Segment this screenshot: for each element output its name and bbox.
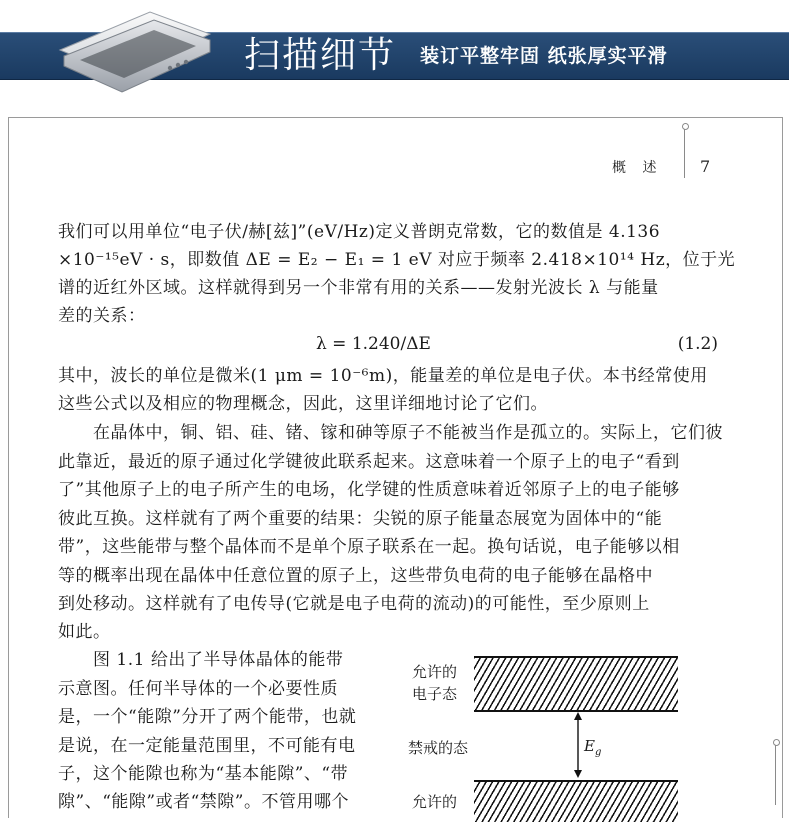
text-line: 等的概率出现在晶体中任意位置的原子上，这些带负电荷的电子能够在晶格中 bbox=[58, 566, 653, 586]
banner-title: 扫描细节 bbox=[244, 35, 397, 76]
column-text-line: 隙”、“能隙”或者“禁隙”。不管用哪个 bbox=[58, 792, 349, 812]
running-head: 概 述 bbox=[612, 160, 663, 176]
energy-gap-label bbox=[584, 736, 601, 763]
conduction-band bbox=[474, 656, 678, 712]
text-line: ×10⁻¹⁵eV · s，即数值 ΔE = E₂ − E₁ = 1 eV 对应于频率 2.418×10¹⁴ Hz，位于光 bbox=[58, 250, 736, 270]
column-text-line: 子，这个能隙也称为“基本能隙”、“带 bbox=[58, 764, 349, 784]
text-line: 此靠近，最近的原子通过化学键彼此联系起来。这意味着一个原子上的电子“看到 bbox=[58, 452, 680, 472]
column-text-line: 图 1.1 给出了半导体晶体的能带 bbox=[58, 650, 344, 670]
equation-number: (1.2) bbox=[677, 334, 718, 354]
scan-detail-banner bbox=[0, 0, 789, 110]
text-line: 带”，这些能带与整个晶体而不是单个原子联系在一起。换句话说，电子能够以相 bbox=[58, 537, 680, 557]
text-line: 我们可以用单位“电子伏/赫[兹]”(eV/Hz)定义普朗克常数，它的数值是 4.136 bbox=[58, 222, 661, 242]
valence-band bbox=[474, 780, 678, 822]
text-line: 如此。 bbox=[58, 622, 111, 642]
lower-band-label: 允许的 bbox=[412, 793, 458, 811]
text-line: 这些公式以及相应的物理概念，因此，这里详细地讨论了它们。 bbox=[58, 394, 548, 414]
forbidden-states-label: 禁戒的态 bbox=[408, 739, 469, 757]
column-text-line: 示意图。任何半导体的一个必要性质 bbox=[58, 679, 338, 699]
text-line: 差的关系： bbox=[58, 306, 146, 326]
column-text-line: 是说，在一定能量范围里，不可能有电 bbox=[58, 736, 356, 756]
scanner-icon bbox=[50, 6, 220, 106]
page-pin-bottom-right bbox=[775, 742, 776, 805]
text-line: 谱的近红外区域。这样就得到另一个非常有用的关系——发射光波长 λ 与能量 bbox=[58, 278, 659, 298]
column-text-line: 是，一个“能隙”分开了两个能带，也就 bbox=[58, 707, 357, 727]
energy-gap-symbol: E bbox=[584, 737, 595, 755]
upper-band-label-line2: 电子态 bbox=[412, 685, 458, 703]
upper-band-label: 允许的 bbox=[412, 663, 458, 681]
equation-body: λ = 1.240/ΔE bbox=[316, 334, 431, 354]
text-line: 了”其他原子上的电子所产生的电场，化学键的性质意味着近邻原子上的电子能够 bbox=[58, 480, 680, 500]
page-number: 7 bbox=[700, 157, 711, 176]
equation-row bbox=[58, 334, 718, 360]
energy-gap-subscript: g bbox=[594, 747, 602, 758]
page-pin-top-right bbox=[684, 126, 685, 178]
banner-subtitle: 装订平整牢固 纸张厚实平滑 bbox=[420, 45, 668, 67]
text-line: 到处移动。这样就有了电传导(它就是电子电荷的流动)的可能性，至少原则上 bbox=[58, 594, 650, 614]
text-line: 其中，波长的单位是微米(1 μm = 10⁻⁶m)，能量差的单位是电子伏。本书经常使用 bbox=[58, 366, 708, 386]
text-line: 彼此互换。这样就有了两个重要的结果：尖锐的原子能量态展宽为固体中的“能 bbox=[58, 509, 663, 529]
text-line: 在晶体中，铜、铝、硅、锗、镓和砷等原子不能被当作是孤立的。实际上，它们彼 bbox=[58, 423, 723, 443]
